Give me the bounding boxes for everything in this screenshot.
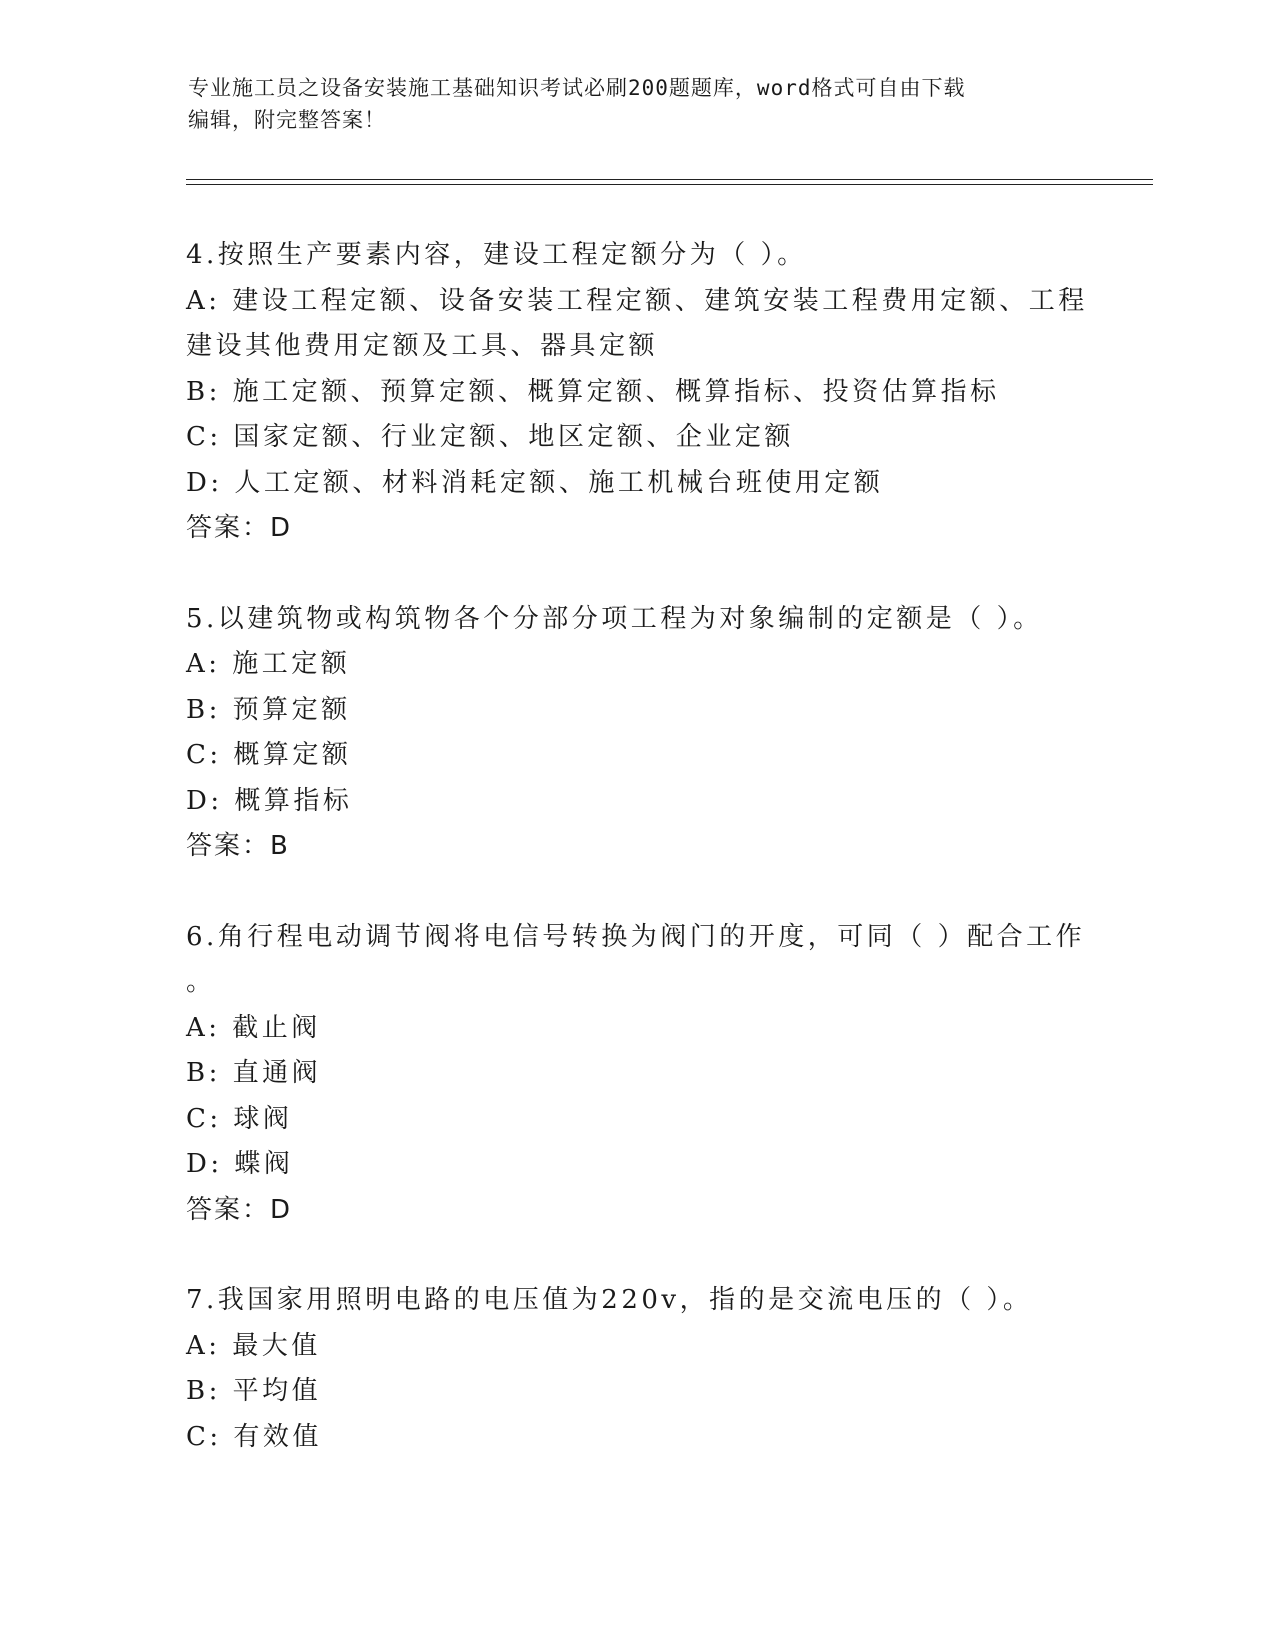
question-item — [186, 915, 1086, 1234]
option-d: D: 人工定额、材料消耗定额、施工机械台班使用定额 — [186, 467, 884, 498]
option-a: A: 截止阀 — [186, 1012, 321, 1043]
question-list — [186, 233, 1086, 1460]
option-c: C: 有效值 — [186, 1421, 322, 1452]
question-stem: 7.我国家用照明电路的电压值为220v，指的是交流电压的（ ）。 — [186, 1285, 1033, 1315]
option-b: B: 施工定额、预算定额、概算定额、概算指标、投资估算指标 — [186, 376, 1000, 407]
answer-label: 答案：D — [186, 1194, 293, 1225]
question-spacer — [186, 552, 1086, 597]
answer-label: 答案：B — [186, 831, 290, 861]
header-title-line-2: 编辑，附完整答案！ — [188, 108, 386, 132]
option-c: C: 国家定额、行业定额、地区定额、企业定额 — [186, 422, 794, 452]
option-d: D: 蝶阀 — [186, 1149, 294, 1179]
document-header — [188, 72, 1068, 136]
question-item — [186, 597, 1086, 870]
header-divider-top — [186, 179, 1153, 180]
option-a: A: 建设工程定额、设备安装工程定额、建筑安装工程费用定额、工程 — [186, 285, 1088, 316]
question-stem: 6.角行程电动调节阀将电信号转换为阀门的开度，可同（ ）配合工作 — [186, 921, 1086, 952]
option-c: C: 球阀 — [186, 1103, 293, 1134]
option-b: B: 平均值 — [186, 1376, 322, 1406]
option-b: B: 预算定额 — [186, 694, 351, 725]
option-a: A: 最大值 — [186, 1330, 321, 1361]
option-c: C: 概算定额 — [186, 740, 352, 770]
answer-label: 答案：D — [186, 513, 293, 543]
question-spacer — [186, 870, 1086, 915]
option-a: A: 施工定额 — [186, 649, 351, 679]
option-d: D: 概算指标 — [186, 785, 353, 816]
header-title-line-1: 专业施工员之设备安装施工基础知识考试必刷200题题库，word格式可自由下载 — [188, 76, 966, 100]
question-stem: 4.按照生产要素内容，建设工程定额分为（ ）。 — [186, 240, 807, 270]
header-divider-bottom — [186, 184, 1153, 185]
question-spacer — [186, 1233, 1086, 1278]
question-stem: 5.以建筑物或构筑物各个分部分项工程为对象编制的定额是（ ）。 — [186, 603, 1043, 634]
question-stem-continued: 。 — [186, 967, 216, 997]
option-b: B: 直通阀 — [186, 1058, 322, 1088]
question-item — [186, 1278, 1086, 1460]
question-item — [186, 233, 1086, 552]
option-a-continued: 建设其他费用定额及工具、器具定额 — [186, 331, 659, 361]
